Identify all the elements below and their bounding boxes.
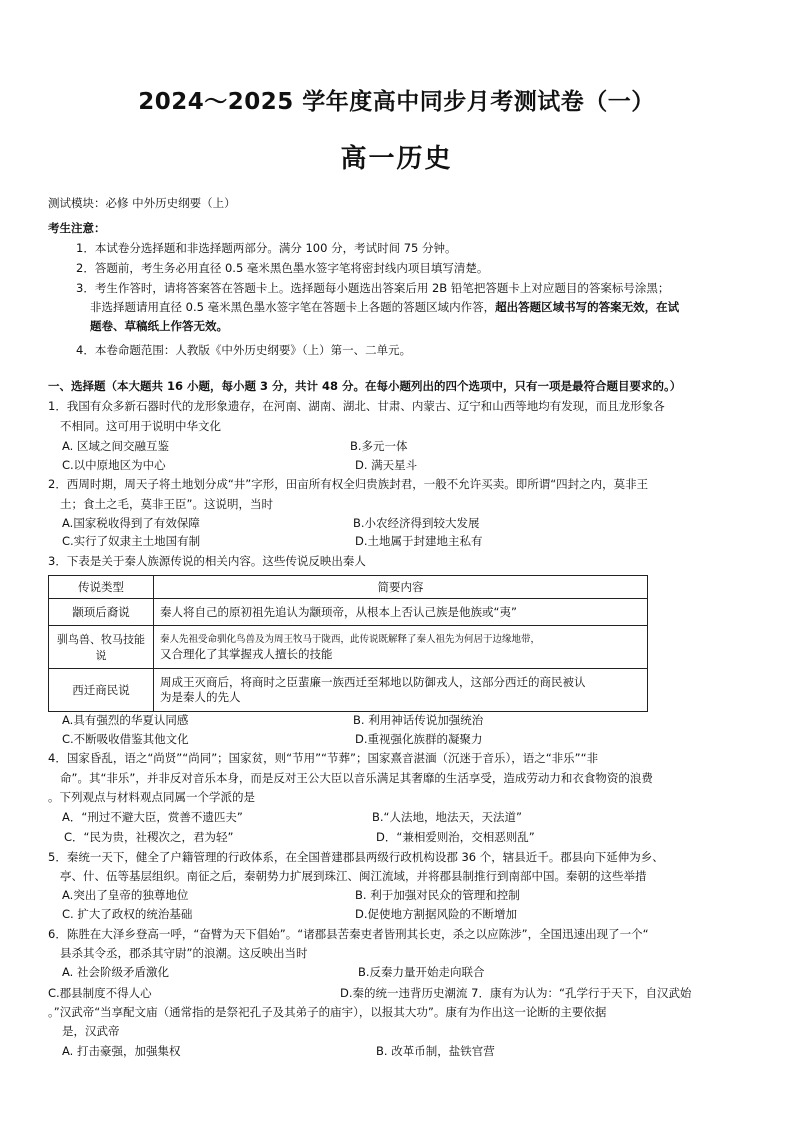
q3-option-b[interactable]: B. 利用神话传说加强统治 — [353, 713, 484, 727]
notice-title: 考生注意： — [48, 221, 106, 235]
q1-stem-2: 不相同。这可用于说明中华文化 — [60, 419, 221, 433]
q3-stem: 3．下表是关于秦人族源传说的相关内容。这些传说反映出秦人 — [48, 554, 366, 568]
q4-option-b[interactable]: B.“人法地，地法天，天法道” — [372, 810, 522, 824]
q2-option-a[interactable]: A.国家税收得到了有效保障 — [62, 516, 200, 530]
q2-stem-1: 2．西周时期，周天子将土地划分成“井”字形，田亩所有权全归贵族封君，一般不允许买卖。即所谓“四封之内，莫非王 — [48, 477, 649, 491]
q1-option-b[interactable]: B.多元一体 — [350, 439, 408, 453]
q5-option-a[interactable]: A.突出了皇帝的独尊地位 — [62, 888, 189, 902]
note-2: 2．答题前，考生务必用直径 0.5 毫米黑色墨水签字笔将密封线内项目填写清楚。 — [76, 261, 489, 275]
table-row-3-line-2: 为是秦人的先人 — [160, 690, 241, 704]
q4-stem-1: 4．国家昏乱，语之“尚贤”“尚同”；国家贫，则“节用”“节葬”；国家熹音湛湎（沉迷于音乐），语之“非乐”“非 — [48, 751, 599, 765]
q6-option-d-q7-stem: D.秦的统一违背历史潮流 7．康有为认为：“孔学行于天下，自汉武始 — [340, 986, 692, 1000]
note-1: 1．本试卷分选择题和非选择题两部分。满分 100 分，考试时间 75 分钟。 — [76, 241, 457, 255]
q4-stem-2: 命”。其“非乐”，并非反对音乐本身，而是反对王公大臣以音乐满足其奢靡的生活享受，造成劳动力和衣食物资的浪费 — [60, 771, 653, 785]
q2-option-c[interactable]: C.实行了奴隶主土地国有制 — [62, 534, 201, 548]
table-header-type: 传说类型 — [49, 576, 154, 599]
section-heading: 一、选择题（本大题共 16 小题，每小题 3 分，共计 48 分。在每小题列出的四个选项中，只有一项是最符合题目要求的。） — [48, 379, 682, 393]
note-3-cont — [90, 299, 679, 315]
q3-option-a[interactable]: A.具有强烈的华夏认同感 — [62, 713, 189, 727]
q5-option-d[interactable]: D.促使地方割据风险的不断增加 — [355, 907, 518, 921]
q6-stem-2: 县杀其令丞，郡杀其守尉”的浪潮。这反映出当时 — [60, 946, 308, 960]
q3-table — [48, 575, 648, 712]
table-row-1-content: 秦人将自己的原初祖先追认为颛顼帝，从根本上否认己族是他族或“夷” — [154, 599, 648, 626]
q5-option-b[interactable]: B. 利于加强对民众的管理和控制 — [355, 888, 520, 902]
q4-option-a[interactable]: A．“刑过不避大臣，赏善不遗匹夫” — [62, 810, 243, 824]
note-3: 3．考生作答时，请将答案答在答题卡上。选择题每小题选出答案后用 2B 铅笔把答题卡上对应题目的答案标号涂黑； — [76, 281, 670, 295]
q4-stem-3: 。下列观点与材料观点同属一个学派的是 — [48, 790, 255, 804]
q2-option-d[interactable]: D.土地属于封建地主私有 — [355, 534, 483, 548]
note-3-bold: 超出答题区域书写的答案无效，在试 — [495, 300, 680, 314]
table-row-3-content — [154, 669, 648, 712]
q1-option-d[interactable]: D. 满天星斗 — [355, 458, 418, 472]
q7-stem-3: 是，汉武帝 — [62, 1024, 120, 1038]
test-module: 测试模块：必修 中外历史纲要（上） — [48, 196, 236, 210]
q1-option-c[interactable]: C.以中原地区为中心 — [62, 458, 166, 472]
q5-stem-2: 亭、什、伍等基层组织。南征之后，秦朝势力扩展到珠江、闽江流域，并将郡县制推行到南部中国。秦朝的这些举措 — [60, 869, 647, 883]
q5-stem-1: 5．秦统一天下，健全了户籍管理的行政体系，在全国普建郡县两级行政机构设郡 36 个，辖县近千。郡县向下延伸为乡、 — [48, 850, 664, 864]
table-row-2-small-line: 秦人先祖受命驯化鸟兽及为周王牧马于陇西，此传说既解释了秦人祖先为何居于边缘地带， — [160, 634, 541, 645]
q6-option-b[interactable]: B.反秦力量开始走向联合 — [358, 965, 485, 979]
table-row-1-type: 颛顼后裔说 — [49, 599, 154, 626]
q6-option-c[interactable]: C.郡县制度不得人心 — [48, 986, 152, 1000]
q2-option-b[interactable]: B.小农经济得到较大发展 — [353, 516, 480, 530]
table-row-3-type: 西迁商民说 — [49, 669, 154, 712]
q3-option-c[interactable]: C.不断吸收借鉴其他文化 — [62, 732, 189, 746]
q1-stem-1: 1．我国有众多新石器时代的龙形象遗存，在河南、湖南、湖北、甘肃、内蒙古、辽宁和山西等地均有发现，而且龙形象各 — [48, 399, 665, 413]
note-3-line2: 非选择题请用直径 0.5 毫米黑色墨水签字笔在答题卡上各题的答题区域内作答， — [90, 300, 496, 314]
table-row-2-line: 又合理化了其掌握戎人擅长的技能 — [160, 647, 333, 661]
q7-option-b[interactable]: B. 改革币制，盐铁官营 — [376, 1044, 495, 1058]
note-4: 4．本卷命题范围：人教版《中外历史纲要》（上）第一、二单元。 — [76, 343, 412, 357]
q6-stem-1: 6．陈胜在大泽乡登高一呼，“奋臂为天下倡始”。“诸郡县苦秦吏者皆刑其长吏，杀之以应陈涉”，全国迅速出现了一个“ — [48, 927, 649, 941]
q1-option-a[interactable]: A. 区域之间交融互鉴 — [62, 439, 169, 453]
exam-title: 2024～2025 学年度高中同步月考测试卷（一） — [138, 89, 655, 115]
q4-option-c[interactable]: C．“民为贵，社稷次之，君为轻” — [64, 830, 234, 844]
q4-option-d[interactable]: D．“兼相爱则治，交相恶则乱” — [376, 830, 535, 844]
table-row-2-content — [154, 626, 648, 669]
q3-option-d[interactable]: D.重视强化族群的凝聚力 — [355, 732, 483, 746]
q7-stem-2: 。”汉武帝“当享配文庙（通常指的是祭祀孔子及其弟子的庙宇），以报其大功”。康有为作出这一论断的主要依据 — [48, 1005, 607, 1019]
table-header-content: 简要内容 — [154, 576, 648, 599]
q5-option-c[interactable]: C. 扩大了政权的统治基础 — [62, 907, 193, 921]
q6-option-a[interactable]: A. 社会阶级矛盾激化 — [62, 965, 169, 979]
table-row-3-line-1: 周成王灭商后，将商时之臣蜚廉一族西迁至邾地以防御戎人，这部分西迁的商民被认 — [160, 675, 586, 689]
exam-subtitle: 高一历史 — [340, 144, 453, 174]
note-3-line3: 题卷、草稿纸上作答无效。 — [90, 319, 228, 333]
q2-stem-2: 土；食土之毛，莫非王臣”。这说明，当时 — [60, 497, 273, 511]
table-row-2-type: 驯鸟兽、牧马技能说 — [49, 626, 154, 669]
q7-option-a[interactable]: A. 打击豪强，加强集权 — [62, 1044, 181, 1058]
